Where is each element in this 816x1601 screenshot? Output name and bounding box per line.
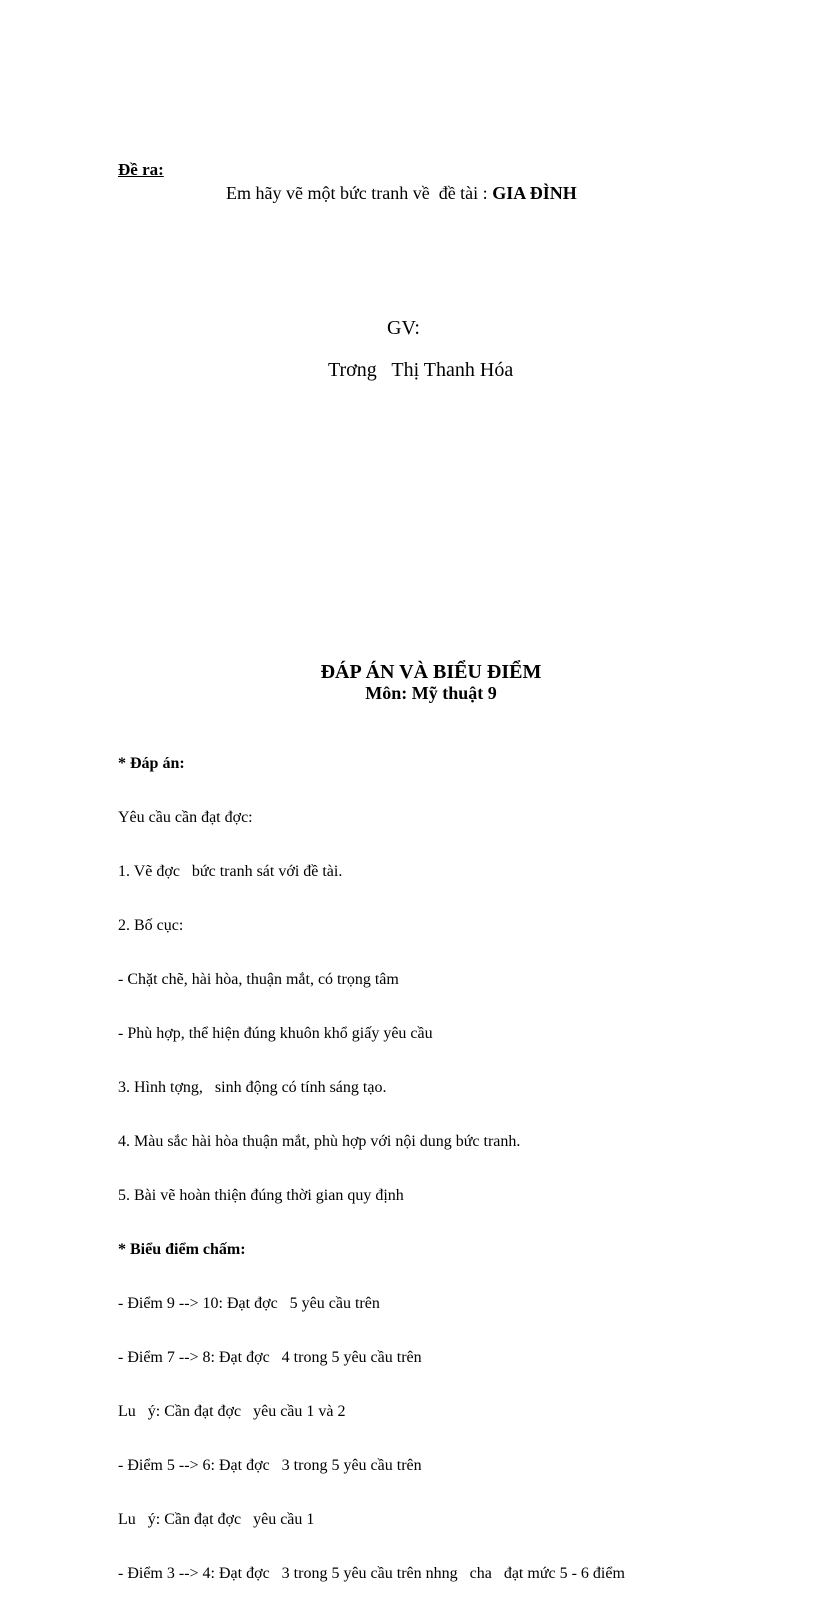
- prompt-topic: GIA ĐÌNH: [492, 183, 577, 203]
- content-line: 2. Bố cục:: [118, 917, 184, 934]
- prompt-text: Em hãy vẽ một bức tranh về đề tài :: [226, 183, 493, 203]
- content-line: Lu ý: Cần đạt đợc yêu cầu 1 và 2: [118, 1403, 346, 1420]
- content-line: Lu ý: Cần đạt đợc yêu cầu 1: [118, 1511, 315, 1528]
- content-line: Yêu cầu cần đạt đợc:: [118, 809, 253, 826]
- content-line: 1. Vẽ đợc bức tranh sát với đề tài.: [118, 863, 343, 880]
- teacher-label: GV:: [387, 317, 420, 339]
- content-line: - Điểm 5 --> 6: Đạt đợc 3 trong 5 yêu cầu trên: [118, 1457, 422, 1474]
- content-line: 4. Màu sắc hài hòa thuận mắt, phù hợp với nội dung bức tranh.: [118, 1133, 521, 1150]
- content-line: 5. Bài vẽ hoàn thiện đúng thời gian quy định: [118, 1187, 404, 1204]
- content-line: - Điểm 3 --> 4: Đạt đợc 3 trong 5 yêu cầu trên nhng cha đạt mức 5 - 6 điểm: [118, 1565, 625, 1582]
- prompt-line: [226, 183, 577, 204]
- answer-key-content: [118, 719, 625, 1601]
- content-line: 3. Hình tợng, sinh động có tính sáng tạo.: [118, 1079, 387, 1096]
- content-line: - Điểm 9 --> 10: Đạt đợc 5 yêu cầu trên: [118, 1295, 380, 1312]
- answer-key-title: ĐÁP ÁN VÀ BIỂU ĐIỂM: [320, 661, 542, 683]
- section-heading-bieu-diem: * Biểu điểm chấm:: [118, 1241, 246, 1258]
- content-line: - Chặt chẽ, hài hòa, thuận mắt, có trọng tâm: [118, 971, 399, 988]
- content-line: - Phù hợp, thể hiện đúng khuôn khổ giấy yêu cầu: [118, 1025, 433, 1042]
- de-ra-label: Đề ra:: [118, 160, 164, 179]
- section-heading-dap-an: * Đáp án:: [118, 755, 185, 772]
- content-line: - Điểm 7 --> 8: Đạt đợc 4 trong 5 yêu cầu trên: [118, 1349, 422, 1366]
- answer-key-subtitle: Môn: Mỹ thuật 9: [365, 683, 497, 703]
- teacher-name: Trơng Thị Thanh Hóa: [328, 359, 514, 381]
